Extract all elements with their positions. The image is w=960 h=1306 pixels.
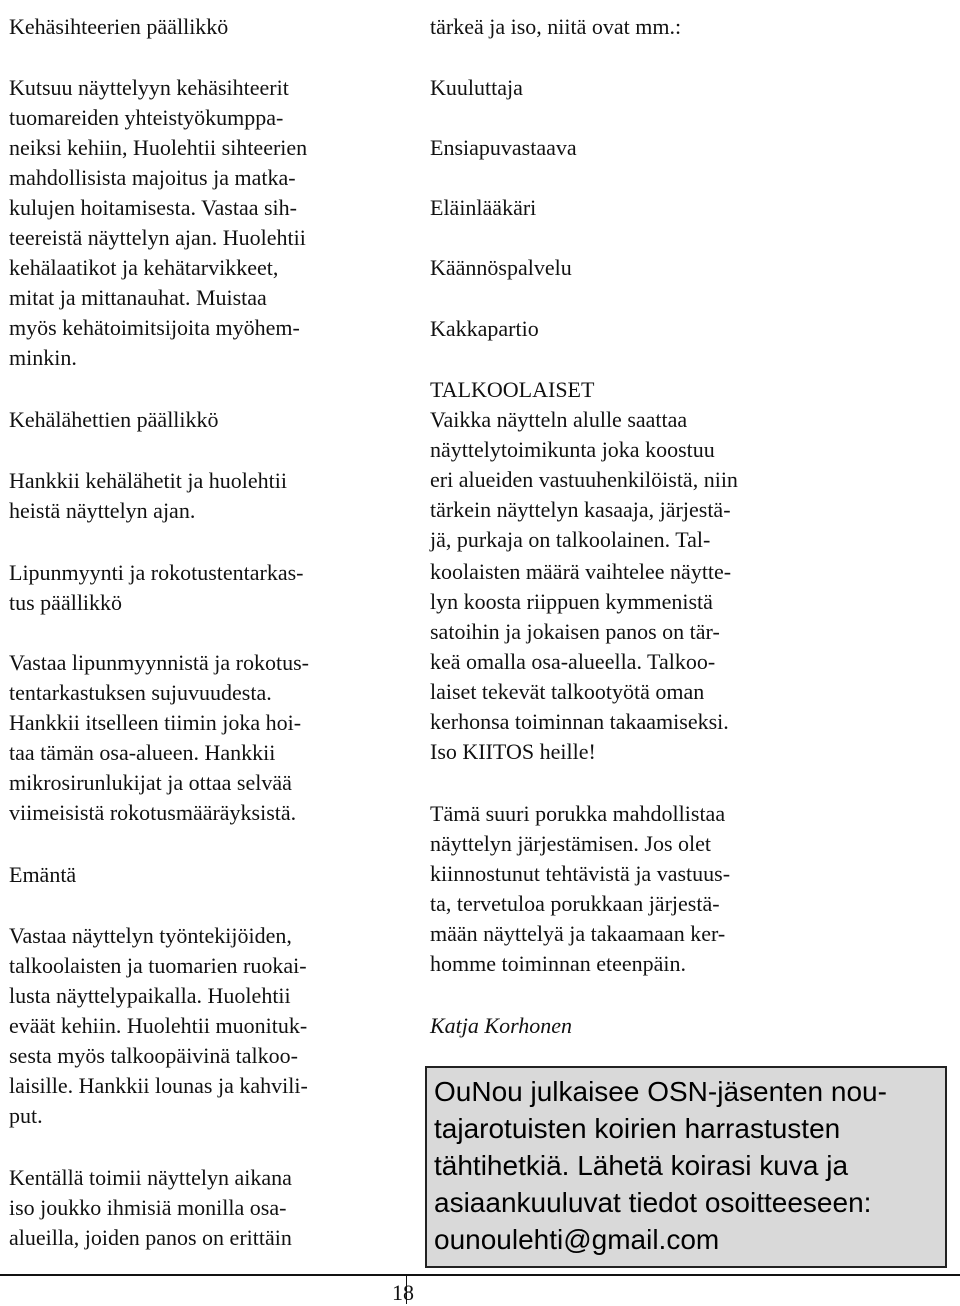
text-line: Hankkii kehälähetit ja huolehtii <box>9 468 287 493</box>
heading-talkoolaiset: TALKOOLAISET <box>430 377 595 402</box>
text-line: Lipunmyynti ja rokotustentarkas- <box>9 560 304 585</box>
text-line: alueilla, joiden panos on erittäin <box>9 1225 292 1250</box>
text-line: teereistä näyttelyn ajan. Huolehtii <box>9 225 306 250</box>
page-number: 18 <box>392 1280 414 1305</box>
role-item: Käännöspalvelu <box>430 255 572 280</box>
text-line: koolaisten määrä vaihtelee näytte- <box>430 559 732 584</box>
text-line: Vastaa näyttelyn työntekijöiden, <box>9 923 292 948</box>
text-line: eri alueiden vastuuhenkilöistä, niin <box>430 467 738 492</box>
role-item: Eläinlääkäri <box>430 195 537 220</box>
announcement-line: asiaankuuluvat tiedot osoitteeseen: <box>434 1187 872 1218</box>
text-line: lyn koosta riippuen kymmenistä <box>430 589 713 614</box>
text-line: satoihin ja jokaisen panos on tär- <box>430 619 720 644</box>
text-line: mään näyttelyä ja takaamaan ker- <box>430 921 726 946</box>
text-line: tärkein näyttelyn kasaaja, järjestä- <box>430 497 731 522</box>
text-line: myös kehätoimitsijoita myöhem- <box>9 315 300 340</box>
text-line: eväät kehiin. Huolehtii muonituk- <box>9 1013 308 1038</box>
text-line: minkin. <box>9 345 77 370</box>
text-line: taa tämän osa-alueen. Hankkii <box>9 740 276 765</box>
text-line: viimeisistä rokotusmääräyksistä. <box>9 800 297 825</box>
text-line: lusta näyttelypaikalla. Huolehtii <box>9 983 291 1008</box>
text-line: keä omalla osa-alueella. Talkoo- <box>430 649 716 674</box>
text-line: Hankkii itselleen tiimin joka hoi- <box>9 710 302 735</box>
text-line: laisille. Hankkii lounas ja kahvili- <box>9 1073 308 1098</box>
text-line: näyttelyn järjestämisen. Jos olet <box>430 831 712 856</box>
text-line: sesta myös talkoopäivinä talkoo- <box>9 1043 298 1068</box>
heading-kehalahetti: Kehälähettien päällikkö <box>9 407 219 432</box>
text-line: laiset tekevät talkootyötä oman <box>430 679 705 704</box>
announcement-line: OuNou julkaisee OSN-jäsenten nou- <box>434 1076 887 1107</box>
text-line: Kutsuu näyttelyyn kehäsihteerit <box>9 75 289 100</box>
text-line: jä, purkaja on talkoolainen. Tal- <box>430 527 711 552</box>
text-line: neiksi kehiin, Huolehtii sihteerien <box>9 135 308 160</box>
text-line: tentarkastuksen sujuvuudesta. <box>9 680 272 705</box>
text-line: mitat ja mittanauhat. Muistaa <box>9 285 267 310</box>
text-line: mikrosirunlukijat ja ottaa selvää <box>9 770 292 795</box>
text-line: Kentällä toimii näyttelyn aikana <box>9 1165 292 1190</box>
text-line: kiinnostunut tehtävistä ja vastuus- <box>430 861 731 886</box>
text-line: put. <box>9 1103 43 1128</box>
text-line: iso joukko ihmisiä monilla osa- <box>9 1195 287 1220</box>
text-line: homme toiminnan eteenpäin. <box>430 951 686 976</box>
text-line: näyttelytoimikunta joka koostuu <box>430 437 715 462</box>
heading-emanta: Emäntä <box>9 862 77 887</box>
continuation-line: tärkeä ja iso, niitä ovat mm.: <box>430 14 682 39</box>
footer-rule <box>0 1274 960 1276</box>
announcement-email[interactable]: ounoulehti@gmail.com <box>434 1224 720 1255</box>
role-item: Ensiapuvastaava <box>430 135 577 160</box>
text-line: mahdollisista majoitus ja matka- <box>9 165 296 190</box>
text-line: talkoolaisten ja tuomarien ruokai- <box>9 953 307 978</box>
text-line: Vastaa lipunmyynnistä ja rokotus- <box>9 650 310 675</box>
author-signature: Katja Korhonen <box>430 1013 573 1038</box>
text-line: Tämä suuri porukka mahdollistaa <box>430 801 726 826</box>
announcement-line: tajarotuisten koirien harrastusten <box>434 1113 841 1144</box>
role-item: Kakkapartio <box>430 316 539 341</box>
text-line: kerhonsa toiminnan takaamiseksi. <box>430 709 729 734</box>
role-item: Kuuluttaja <box>430 75 523 100</box>
text-line: heistä näyttelyn ajan. <box>9 498 196 523</box>
text-line: kehälaatikot ja kehätarvikkeet, <box>9 255 279 280</box>
heading-kehasihteeri: Kehäsihteerien päällikkö <box>9 14 229 39</box>
announcement-box <box>425 1066 947 1268</box>
text-line: tuomareiden yhteistyökumppa- <box>9 105 284 130</box>
text-line: Iso KIITOS heille! <box>430 739 596 764</box>
text-line: kulujen hoitamisesta. Vastaa sih- <box>9 195 297 220</box>
announcement-line: tähtihetkiä. Lähetä koirasi kuva ja <box>434 1150 849 1181</box>
text-line: tus päällikkö <box>9 590 123 615</box>
text-line: Vaikka näytteln alulle saattaa <box>430 407 688 432</box>
text-line: ta, tervetuloa porukkaan järjestä- <box>430 891 720 916</box>
